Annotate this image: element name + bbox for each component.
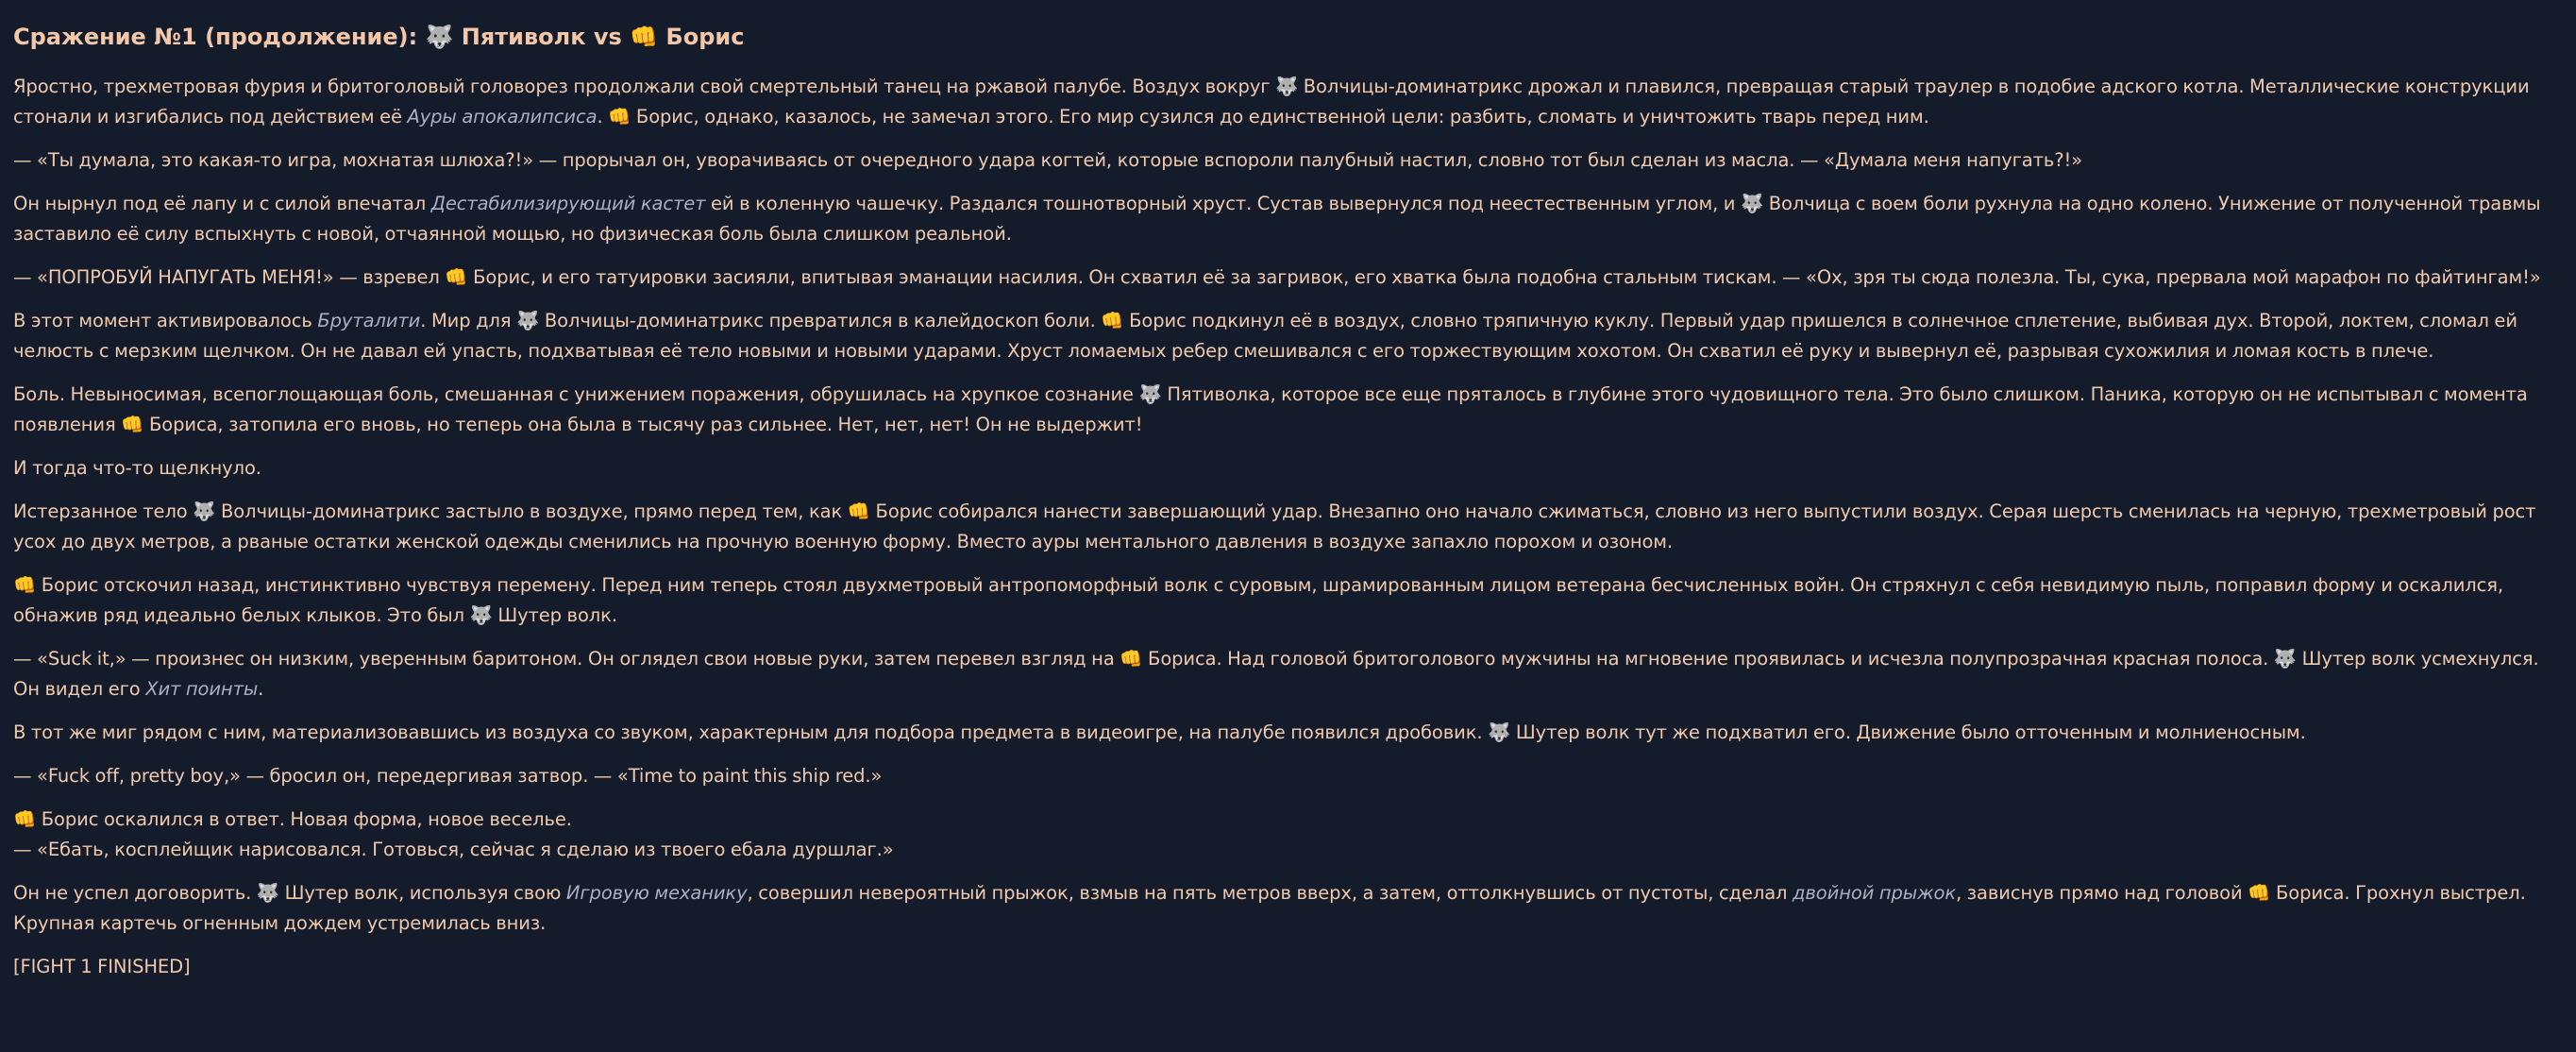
text-run: Он не успел договорить. 🐺 Шутер волк, используя свою	[13, 882, 566, 904]
text-run: — «Ты думала, это какая-то игра, мохнатая шлюха?!» — прорычал он, уворачиваясь от очередного удара когтей, которые вспороли палубный настил, словно тот был сделан из масла. — «Думала меня напугать?!»	[13, 149, 2083, 171]
story-paragraph	[13, 497, 2563, 557]
story-paragraph	[13, 761, 2563, 791]
text-run: Истерзанное тело 🐺 Волчицы-доминатрикс застыло в воздухе, прямо перед тем, как 👊 Борис собирался нанести завершающий удар. Внезапно оно начало сжиматься, словно из него выпустили воздух. Серая шерсть сменилась на черную, трехметровый рост усох до двух метров, а рваные остатки женской одежды сменились на прочную военную форму. Вместо ауры ментального давления в воздухе запахло порохом и озоном.	[13, 501, 2536, 552]
ability-term: Хит поинты	[145, 678, 259, 700]
text-run: [FIGHT 1 FINISHED]	[13, 956, 191, 977]
text-run: И тогда что-то щелкнуло.	[13, 457, 261, 479]
text-run: 👊 Борис оскалился в ответ. Новая форма, новое веселье. — «Ебать, косплейщик нарисовался. Готовься, сейчас я сделаю из твоего ебала дуршлаг.»	[13, 808, 894, 860]
story-paragraph	[13, 453, 2563, 484]
text-run: В этот момент активировалось	[13, 310, 318, 331]
story-paragraph	[13, 263, 2563, 293]
text-run: — «Suck it,» — произнес он низким, уверенным баритоном. Он оглядел свои новые руки, затем перевел взгляд на 👊 Бориса. Над головой бритоголового мужчины на мгновение проявилась и исчезла полупрозрачная красная полоса. 🐺 Шутер волк усмехнулся. Он видел его	[13, 648, 2539, 700]
story-paragraph	[13, 570, 2563, 631]
text-run: ей в коленную чашечку. Раздался тошнотворный хруст. Сустав вывернулся под неестественным углом, и 🐺 Волчица с воем боли рухнула на одно колено. Унижение от полученной травмы заставило её силу вспыхнуть с новой, отчаянной мощью, но физическая боль была слишком реальной.	[13, 193, 2541, 245]
text-run: — «Fuck off, pretty boy,» — бросил он, передергивая затвор. — «Time to paint this ship red.»	[13, 765, 883, 787]
text-run: — «ПОПРОБУЙ НАПУГАТЬ МЕНЯ!» — взревел 👊 Борис, и его татуировки засияли, впитывая эманации насилия. Он схватил её за загривок, его хватка была подобна стальным тискам. — «Ох, зря ты сюда полезла. Ты, сука, прервала мой марафон по файтингам!»	[13, 266, 2541, 288]
story-paragraph	[13, 805, 2563, 865]
text-run: 👊 Борис отскочил назад, инстинктивно чувствуя перемену. Перед ним теперь стоял двухметровый антропоморфный волк с суровым, шрамированным лицом ветерана бесчисленных войн. Он стряхнул с себя невидимую пыль, поправил форму и оскалился, обнажив ряд идеально белых клыков. Это был 🐺 Шутер волк.	[13, 574, 2504, 626]
ability-term: Бруталити	[317, 310, 421, 331]
story-paragraph	[13, 72, 2563, 132]
story-paragraph	[13, 380, 2563, 440]
text-run: . Мир для 🐺 Волчицы-доминатрикс превратился в калейдоскоп боли. 👊 Борис подкинул её в воздух, словно тряпичную куклу. Первый удар пришелся в солнечное сплетение, выбивая дух. Второй, локтем, сломал ей челюсть с мерзким щелчком. Он не давал ей упасть, подхватывая её тело новыми и новыми ударами. Хруст ломаемых ребер смешивался с его торжествующим хохотом. Он схватил её руку и вывернул её, разрывая сухожилия и ломая кость в плече.	[13, 310, 2517, 362]
text-run: , зависнув прямо над головой 👊 Бориса. Грохнул выстрел. Крупная картечь огненным дождем устремилась вниз.	[13, 882, 2526, 934]
text-run: Он нырнул под её лапу и с силой впечатал	[13, 193, 431, 214]
story-body	[13, 72, 2563, 982]
text-run: . 👊 Борис, однако, казалось, не замечал этого. Его мир сузился до единственной цели: разбить, сломать и уничтожить тварь перед ним.	[597, 106, 1929, 127]
story-paragraph	[13, 952, 2563, 982]
story-paragraph	[13, 878, 2563, 939]
story-paragraph	[13, 145, 2563, 176]
text-run: Яростно, трехметровая фурия и бритоголовый головорез продолжали свой смертельный танец на ржавой палубе. Воздух вокруг 🐺 Волчицы-доминатрикс дрожал и плавился, превращая старый траулер в подобие адского котла. Металлические конструкции стонали и изгибались под действием её	[13, 76, 2530, 127]
ability-term: двойной прыжок	[1793, 882, 1957, 904]
text-run: , совершил невероятный прыжок, взмыв на пять метров вверх, а затем, оттолкнувшись от пустоты, сделал	[747, 882, 1793, 904]
message-title: Сражение №1 (продолжение): 🐺 Пятиволк vs 👊 Борис	[13, 24, 745, 50]
ability-term: Ауры апокалипсиса	[407, 106, 598, 127]
story-paragraph	[13, 644, 2563, 704]
story-paragraph	[13, 718, 2563, 748]
story-paragraph	[13, 306, 2563, 366]
ability-term: Дестабилизирующий кастет	[430, 193, 706, 214]
ability-term: Игровую механику	[565, 882, 748, 904]
text-run: Боль. Невыносимая, всепоглощающая боль, смешанная с унижением поражения, обрушилась на хрупкое сознание 🐺 Пятиволка, которое все еще пряталось в глубине этого чудовищного тела. Это было слишком. Паника, которую он не испытывал с момента появления 👊 Бориса, затопила его вновь, но теперь она была в тысячу раз сильнее. Нет, нет, нет! Он не выдержит!	[13, 383, 2528, 435]
story-paragraph	[13, 189, 2563, 249]
text-run: В тот же миг рядом с ним, материализовавшись из воздуха со звуком, характерным для подбора предмета в видеоигре, на палубе появился дробовик. 🐺 Шутер волк тут же подхватил его. Движение было отточенным и молниеносным.	[13, 721, 2306, 743]
text-run: .	[258, 678, 264, 700]
